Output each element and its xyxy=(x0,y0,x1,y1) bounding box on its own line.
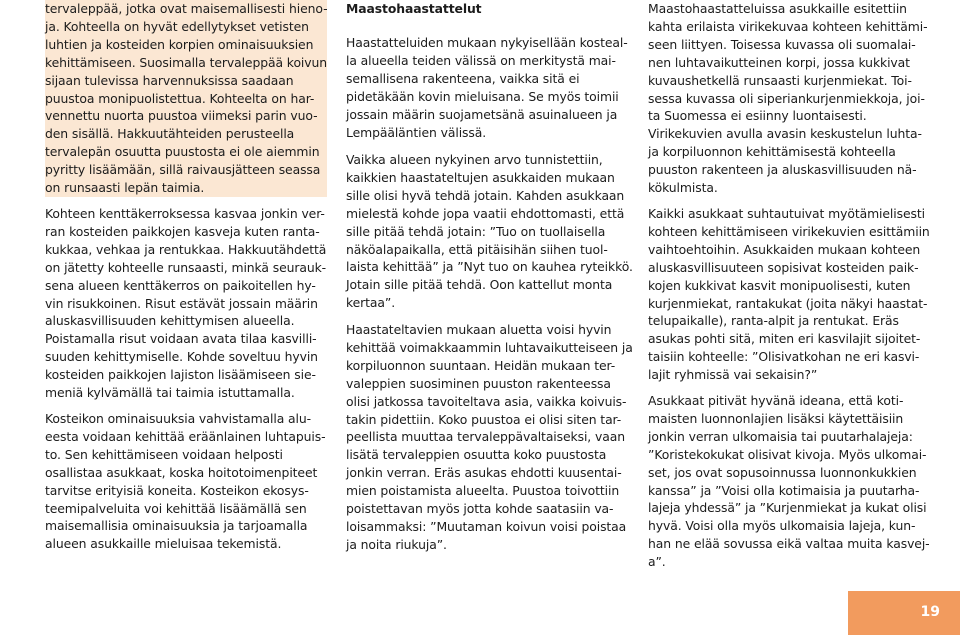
column1-paragraph-2: Kohteen kenttäkerroksessa kasvaa jonkin ver- ran kosteiden paikkojen kasveja kuten ranta- kukkaa, vehkaa ja rentukkaa. Hakkuutähdettä on jätetty kohteelle runsaasti, minkä seurauk- sena alueen kenttäkerros on paikoitellen hy- vin risukkoinen. Risut estävät jossain määrin aluskasvillisuuden kehittymisen alueella. Poistamalla risut voidaan avata tilaa kasvilli- suuden kehittymiselle. Kohde soveltuu hyvin kosteiden paikkojen lajiston lisäämiseen sie- meniä kylvämällä tai taimia istuttamalla. xyxy=(45,206,327,401)
column3-paragraph-3: Asukkaat pitivät hyvänä ideana, että koti- maisten luonnonlajien lisäksi käytettäisiin jonkin verran ulkomaisia tai puutarhalajeja: ”Koristekokukat olisivat kivoja. Myös ulkomai- set, jos ovat sopusoinnussa luonnonkukkien kanssa” ja ”Voisi olla kotimaisia ja puutarha- lajeja yhdessä” ja ”Kurjenmiekat ja kukat olisi hyvä. Voisi olla myös ulkomaisia lajeja, kun- han ne elää sovussa eikä valtaa muita kasvej- a”. xyxy=(648,393,930,570)
column2-paragraph-1: Haastatteluiden mukaan nykyisellään kosteal- la alueella teiden välissä on merkitystä mai- semallisena rakenteena, vaikka sitä ei pidetäkään kovin mieluisana. Se myös toimii jossain määrin suojametsänä asuinalueen ja Lempääläntien välissä. xyxy=(346,35,628,140)
column1-paragraph-1: tervaleppää, jotka ovat maisemallisesti hieno- ja. Kohteella on hyvät edellytykset vetisten luhtien ja kosteiden korpien ominaisuuksien kehittämiseen. Suosimalla tervaleppää koivun sijaan tulevissa harvennuksissa saadaan puustoa monipuolistettua. Kohteelta on har- vennettu nuorta puustoa viimeksi parin vuo- den sisällä. Hakkuutähteiden perusteella tervalepän osuutta puustosta ei ole aiemmin pyritty lisäämään, sillä raivausjätteen seassa on runsaasti lepän taimia. xyxy=(45,1,328,196)
page-number-tab xyxy=(848,591,960,635)
column2-paragraph-2: Vaikka alueen nykyinen arvo tunnistettiin, kaikkien haastateltujen asukkaiden mukaan sille olisi hyvä tehdä jotain. Kahden asukkaan mielestä kohde jopa vaatii ehdottomasti, että sille pitää tehdä jotain: ”Tuo on tuollaisella näköalapaikalla, että pitäisihän siihen tuol- laista kehittää” ja ”Nyt tuo on kauhea ryteikkö. Jotain sille pitää tehdä. Oon kattellut monta kertaa”. xyxy=(346,152,633,311)
column1-paragraph-3: Kosteikon ominaisuuksia vahvistamalla alu- eesta voidaan kehittää eräänlainen luhtapuis- to. Sen kehittämiseen voidaan helposti osallistaa asukkaat, koska hoitotoimenpiteet tarvitse erityisiä koneita. Kosteikon ekosys- teemipalveluita voi kehittää lisäämällä sen maisemallisia ominaisuuksia ja tarjoamalla alueen asukkaille mieluisaa tekemistä. xyxy=(45,411,326,552)
page-number: 19 xyxy=(920,604,940,620)
section-heading: Maastohaastattelut xyxy=(346,1,482,16)
column3-paragraph-1: Maastohaastatteluissa asukkaille esitettiin kahta erilaista virikekuvaa kohteen kehittämi- seen liittyen. Toisessa kuvassa oli suomalai- nen luhtavaikutteinen korpi, jossa kukkivat kuvaushetkellä runsaasti kurjenmiekat. Toi- sessa kuvassa oli siperiankurjenmiekkoja, joi- ta Suomessa ei esiinny luontaisesti. Virikekuvien avulla avasin keskustelun luhta- ja korpiluonnon kehittämisestä kohteella puuston rakenteen ja aluskasvillisuuden nä- kökulmista. xyxy=(648,1,928,196)
column3-paragraph-2: Kaikki asukkaat suhtautuivat myötämielisesti kohteen kehittämiseen virikekuvien esittämiin vaihtoehtoihin. Asukkaiden mukaan kohteen aluskasvillisuuteen sopisivat kosteiden paik- kojen kukkivat kasvit monipuolisesti, kuten kurjenmiekat, rantakukat (joita näkyi haastat- telupaikalle), ranta-alpit ja rentukat. Eräs asukas pohti sitä, miten eri kasvilajit sijoitet- taisiin kohteelle: ”Olisivatkohan ne eri kasvi- lajit ryhmissä vai sekaisin?” xyxy=(648,206,930,383)
column2-paragraph-3: Haastateltavien mukaan aluetta voisi hyvin kehittää voimakkaammin luhtavaikutteiseen ja korpiluonnon suuntaan. Heidän mukaan ter- valeppien suosiminen puuston rakenteessa olisi jatkossa tavoiteltava asia, vaikka koivuis- takin pidettiin. Koko puustoa ei olisi siten tar- peellista muuttaa tervaleppävaltaiseksi, vaan lisätä tervaleppien osuutta koko puustosta jonkin verran. Eräs asukas ehdotti kuusentai- mien poistamista alueelta. Puustoa toivottiin poistettavan myös jotta kohde saatasiin va- loisammaksi: ”Muutaman koivun voisi poistaa ja noita riukuja”. xyxy=(346,322,633,552)
